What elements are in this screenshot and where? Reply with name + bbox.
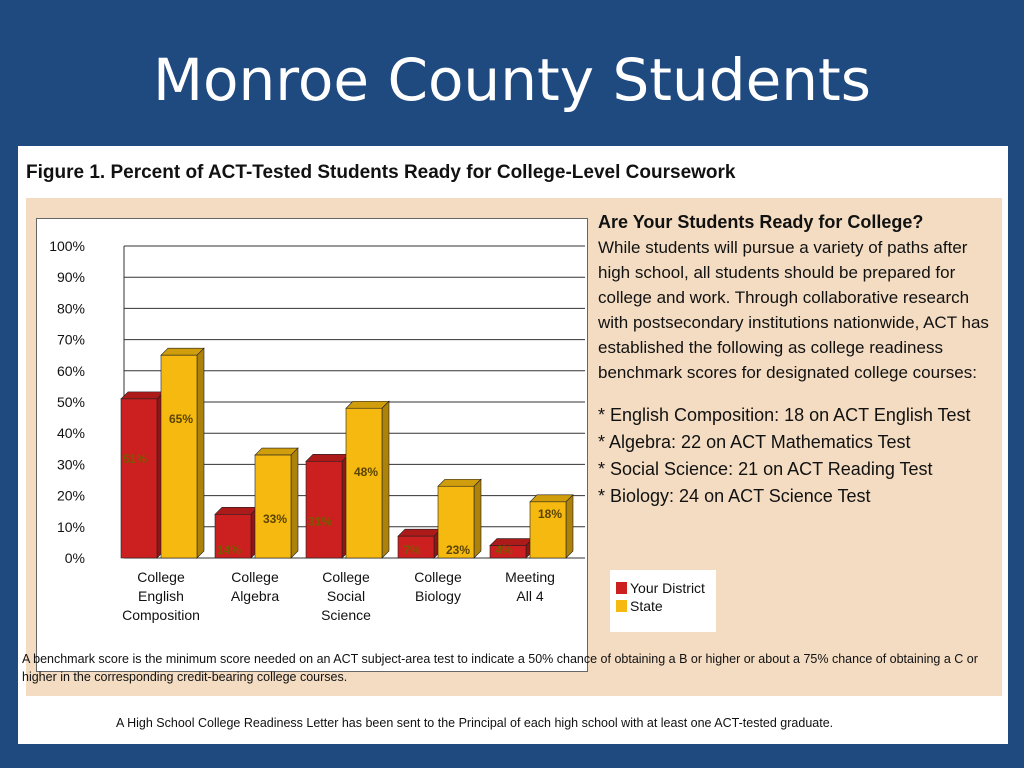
bar-top [438,479,481,486]
bar-top [530,495,573,502]
benchmark-item: * Biology: 24 on ACT Science Test [598,486,871,506]
data-label: 33% [262,512,288,527]
x-category-label: English [138,588,184,604]
chart-area [36,218,588,672]
bar-top [306,454,349,461]
bar-side [474,479,481,558]
figure-body [26,198,1002,696]
legend-swatch-state [616,600,627,612]
bar [255,455,291,558]
data-label: 31% [307,514,333,529]
data-label: 48% [353,465,379,480]
y-tick-label: 90% [56,269,85,286]
bar-top [255,448,298,455]
letter-footnote: A High School College Readiness Letter has been sent to the Principal of each high school with at least one ACT-tested graduate. [116,716,834,730]
x-category-label: College [414,569,462,585]
bar-side [197,348,204,558]
bar [161,355,197,558]
side-heading: Are Your Students Ready for College? [598,212,924,232]
x-category-label: College [137,569,185,585]
bar-top [161,348,204,355]
bar [121,399,157,558]
y-tick-label: 80% [56,300,85,317]
data-label: 7% [403,543,421,557]
side-body: While students will pursue a variety of paths after high school, all students should be prepared for college and work. Through collaborative research with postsecondary institutions nationwide, ACT has established the following as college readiness benchmark scores for designated college courses: [598,238,989,382]
figure-caption: Figure 1. Percent of ACT-Tested Students Ready for College-Level Coursework [26,162,736,183]
y-tick-label: 30% [56,456,85,473]
x-category-label: Biology [415,588,461,604]
benchmark-item: * English Composition: 18 on ACT English Test [598,405,971,425]
slide-title: Monroe County Students [152,46,871,114]
bar-top [346,401,389,408]
bar [346,408,382,558]
benchmark-item: * Social Science: 21 on ACT Reading Test [598,459,933,479]
y-tick-label: 40% [56,425,85,442]
data-label: 4% [495,543,513,557]
legend-label-state: State [630,598,663,614]
legend-swatch-district [616,582,627,594]
x-category-label: Meeting [505,569,555,585]
y-tick-label: 0% [64,550,85,566]
data-label: 23% [445,543,471,557]
y-tick-label: 70% [56,331,85,348]
side-text [598,210,998,510]
bar-top [215,507,258,514]
x-category-label: All 4 [516,588,544,604]
benchmark-item: * Algebra: 22 on ACT Mathematics Test [598,432,911,452]
benchmark-list [598,402,998,510]
x-category-label: Composition [122,607,200,623]
bar-top [398,529,441,536]
x-category-label: Science [321,607,371,623]
y-tick-label: 100% [49,238,85,254]
bar-side [382,401,389,558]
x-category-label: Social [326,588,366,604]
legend-label-district: Your District [630,580,705,596]
chart-legend [610,570,716,632]
x-category-label: Algebra [230,588,280,604]
y-tick-label: 20% [56,487,85,504]
bar-chart [37,219,587,671]
data-label: 18% [537,506,563,521]
y-tick-label: 60% [56,362,85,379]
legend-item-state [616,598,663,614]
bar-side [566,495,573,558]
data-label: 51% [122,451,148,466]
data-label: 14% [216,543,242,557]
y-tick-label: 50% [56,394,85,410]
bar-top [121,392,164,399]
figure-panel [18,146,1008,744]
x-category-label: College [231,569,279,585]
data-label: 65% [168,412,194,427]
legend-item-district [616,580,705,596]
x-category-label: College [322,569,370,585]
bar [306,461,342,558]
bar-side [291,448,298,558]
benchmark-footnote: A benchmark score is the minimum score needed on an ACT subject-area test to indicate a 50% chance of obtaining a B or higher or about a 75% chance of obtaining a C or higher in the corresponding credit-bearing college courses. [22,652,978,684]
y-tick-label: 10% [56,518,85,535]
